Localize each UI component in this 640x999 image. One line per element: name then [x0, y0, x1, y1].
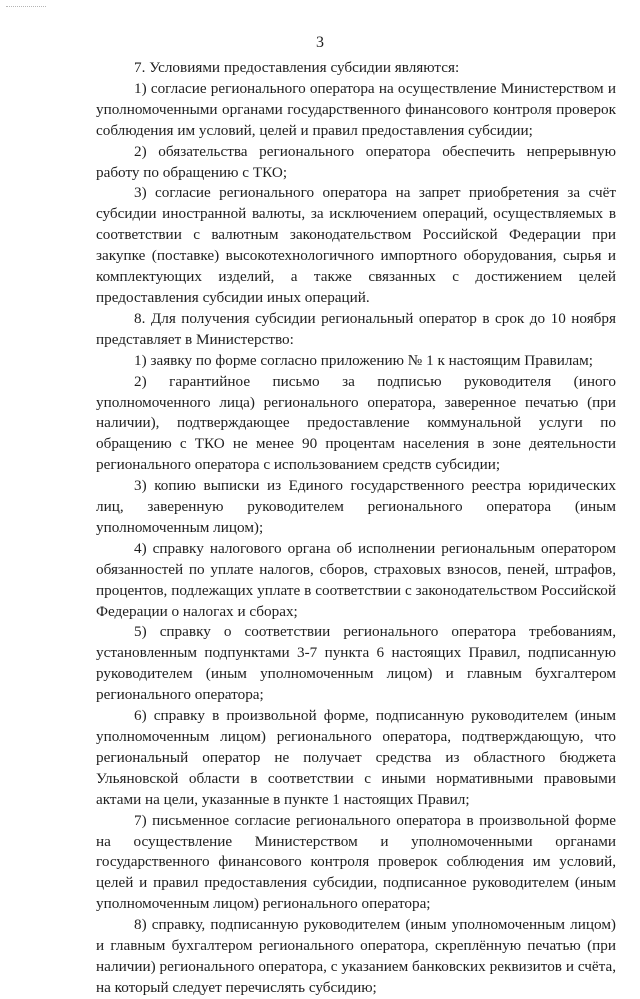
- paragraph-8-1: 1) заявку по форме согласно приложению № 1 к настоящим Правилам;: [134, 351, 593, 369]
- paragraph-8-7: 7) письменное согласие регионального оператора в произвольной форме на осуществление Министерством и уполномоченными органами государственного финансового контроля проверок соблюдения им условий, целей и правил предоставления субсидии, подписанное руководителем (иным уполномоченным лицом) регионального оператора;: [96, 811, 616, 913]
- page-number: 3: [316, 34, 324, 51]
- paragraph-8-8: 8) справку, подписанную руководителем (иным уполномоченным лицом) и главным бухгалтером регионального оператора, скреплённую печатью (при наличии) регионального оператора, с указанием банковских реквизитов и счёта, на который следует перечислять субсидию;: [96, 916, 616, 996]
- paragraph-8-3: 3) копию выписки из Единого государственного реестра юридических лиц, заверенную руководителем регионального оператора (иным уполномоченным лицом);: [96, 477, 616, 536]
- paragraph-7-2: 2) обязательства регионального оператора обеспечить непрерывную работу по обращению с ТКО;: [96, 142, 616, 181]
- paragraph-8-5: 5) справку о соответствии регионального оператора требованиям, установленным подпунктами 3-7 пункта 6 настоящих Правил, подписанную руководителем (иным уполномоченным лицом) и главным бухгалтером регионального оператора;: [96, 623, 616, 704]
- paragraph-8: 8. Для получения субсидии региональный оператор в срок до 10 ноября представляет в Министерство:: [96, 309, 616, 348]
- paragraph-7: 7. Условиями предоставления субсидии являются:: [134, 59, 460, 76]
- paragraph-7-1: 1) согласие регионального оператора на осуществление Министерством и уполномоченными органами государственного финансового контроля проверок соблюдения им условий, целей и правил предоставления субсидии;: [96, 79, 616, 139]
- document-body: [96, 58, 616, 999]
- paragraph-8-4: 4) справку налогового органа об исполнении региональным оператором обязанностей по уплате налогов, сборов, страховых взносов, пеней, штрафов, процентов, подлежащих уплате в соответствии с законодательством Российской Федерации о налогах и сборах;: [96, 539, 616, 620]
- paragraph-7-3: 3) согласие регионального оператора на запрет приобретения за счёт субсидии иностранной валюты, за исключением операций, осуществляемых в соответствии с валютным законодательством Российской Федерации при закупке (поставке) высокотехнологичного импортного оборудования, сырья и комплектующих изделий, а также связанных с достижением целей предоставления субсидии иных операций.: [96, 184, 616, 306]
- scan-mark: [6, 6, 46, 13]
- paragraph-8-6: 6) справку в произвольной форме, подписанную руководителем (иным уполномоченным лицом) регионального оператора, подтверждающую, что региональный оператор не получает средства из областного бюджета Ульяновской области в соответствии с иными нормативными правовыми актами на цели, указанные в пункте 1 настоящих Правил;: [96, 707, 616, 808]
- paragraph-8-2: 2) гарантийное письмо за подписью руководителя (иного уполномоченного лица) регионального оператора, заверенное печатью (при наличии), подтверждающее предоставление коммунальной услуги по обращению с ТКО не менее 90 процентам населения в зоне деятельности регионального оператора с использованием средств субсидии;: [96, 372, 616, 474]
